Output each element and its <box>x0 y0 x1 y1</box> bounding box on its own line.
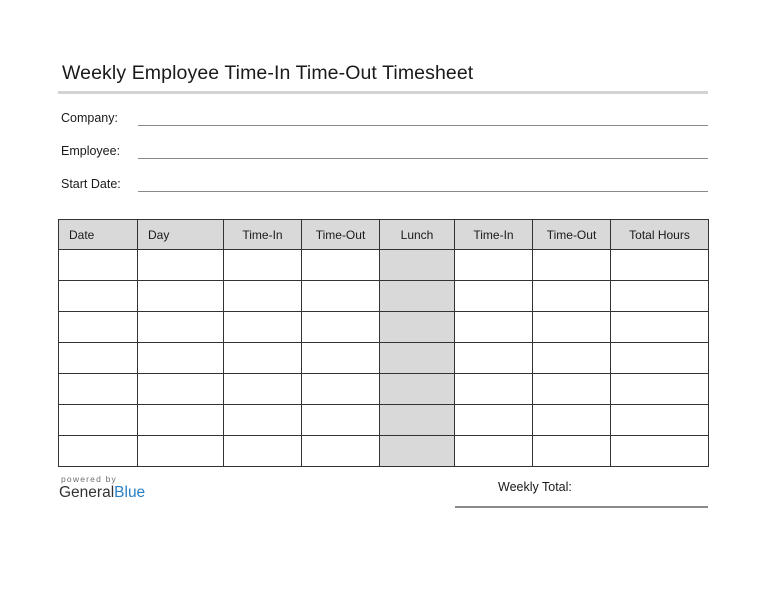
cell-total-hours[interactable] <box>611 405 709 436</box>
cell-total-hours[interactable] <box>611 250 709 281</box>
cell-time-out-2[interactable] <box>533 281 611 312</box>
table-row <box>59 281 709 312</box>
cell-time-out-2[interactable] <box>533 436 611 467</box>
start-date-field[interactable] <box>138 191 708 192</box>
cell-day[interactable] <box>138 250 224 281</box>
header-time-out-2: Time-Out <box>533 220 611 250</box>
logo-text-blue: Blue <box>114 484 146 501</box>
cell-time-out-2[interactable] <box>533 374 611 405</box>
cell-day[interactable] <box>138 374 224 405</box>
start-date-label: Start Date: <box>61 177 121 191</box>
logo-text-general: General <box>59 484 115 501</box>
cell-day[interactable] <box>138 343 224 374</box>
cell-day[interactable] <box>138 281 224 312</box>
table-row <box>59 436 709 467</box>
table-row <box>59 405 709 436</box>
cell-time-in-2[interactable] <box>455 281 533 312</box>
cell-time-in-2[interactable] <box>455 374 533 405</box>
cell-time-in-2[interactable] <box>455 405 533 436</box>
table-row <box>59 312 709 343</box>
cell-time-out-1[interactable] <box>302 343 380 374</box>
header-date: Date <box>59 220 138 250</box>
cell-total-hours[interactable] <box>611 374 709 405</box>
cell-time-in-2[interactable] <box>455 436 533 467</box>
cell-date[interactable] <box>59 405 138 436</box>
company-field[interactable] <box>138 125 708 126</box>
generalblue-logo <box>59 484 145 502</box>
header-time-in-2: Time-In <box>455 220 533 250</box>
cell-time-out-2[interactable] <box>533 312 611 343</box>
cell-lunch[interactable] <box>380 405 455 436</box>
cell-total-hours[interactable] <box>611 436 709 467</box>
cell-time-out-1[interactable] <box>302 405 380 436</box>
header-time-out-1: Time-Out <box>302 220 380 250</box>
cell-time-in-1[interactable] <box>224 312 302 343</box>
cell-time-out-1[interactable] <box>302 312 380 343</box>
cell-lunch[interactable] <box>380 436 455 467</box>
table-row <box>59 374 709 405</box>
cell-time-out-2[interactable] <box>533 405 611 436</box>
powered-by-text: powered by <box>61 474 117 484</box>
cell-total-hours[interactable] <box>611 312 709 343</box>
cell-lunch[interactable] <box>380 281 455 312</box>
cell-time-out-1[interactable] <box>302 436 380 467</box>
cell-time-in-1[interactable] <box>224 343 302 374</box>
cell-time-in-1[interactable] <box>224 250 302 281</box>
cell-time-out-2[interactable] <box>533 250 611 281</box>
cell-time-in-1[interactable] <box>224 374 302 405</box>
cell-date[interactable] <box>59 374 138 405</box>
company-label: Company: <box>61 111 118 125</box>
cell-date[interactable] <box>59 312 138 343</box>
cell-time-out-1[interactable] <box>302 250 380 281</box>
cell-lunch[interactable] <box>380 374 455 405</box>
weekly-total-label: Weekly Total: <box>498 480 572 494</box>
header-day: Day <box>138 220 224 250</box>
table-row <box>59 343 709 374</box>
cell-lunch[interactable] <box>380 312 455 343</box>
employee-label: Employee: <box>61 144 121 158</box>
cell-time-in-2[interactable] <box>455 312 533 343</box>
cell-time-in-2[interactable] <box>455 250 533 281</box>
table-row <box>59 250 709 281</box>
cell-day[interactable] <box>138 405 224 436</box>
cell-time-in-1[interactable] <box>224 436 302 467</box>
header-time-in-1: Time-In <box>224 220 302 250</box>
cell-time-out-1[interactable] <box>302 374 380 405</box>
table-header-row <box>59 220 709 250</box>
cell-time-in-1[interactable] <box>224 405 302 436</box>
timesheet-table <box>58 219 709 467</box>
cell-date[interactable] <box>59 343 138 374</box>
header-lunch: Lunch <box>380 220 455 250</box>
cell-day[interactable] <box>138 436 224 467</box>
cell-date[interactable] <box>59 436 138 467</box>
cell-time-in-1[interactable] <box>224 281 302 312</box>
cell-lunch[interactable] <box>380 343 455 374</box>
cell-day[interactable] <box>138 312 224 343</box>
cell-lunch[interactable] <box>380 250 455 281</box>
header-total-hours: Total Hours <box>611 220 709 250</box>
page-title: Weekly Employee Time-In Time-Out Timesheet <box>62 62 474 84</box>
employee-field[interactable] <box>138 158 708 159</box>
title-divider <box>58 91 708 94</box>
cell-total-hours[interactable] <box>611 343 709 374</box>
cell-time-out-2[interactable] <box>533 343 611 374</box>
cell-time-out-1[interactable] <box>302 281 380 312</box>
cell-date[interactable] <box>59 250 138 281</box>
cell-total-hours[interactable] <box>611 281 709 312</box>
weekly-total-field[interactable] <box>455 506 708 508</box>
cell-time-in-2[interactable] <box>455 343 533 374</box>
cell-date[interactable] <box>59 281 138 312</box>
